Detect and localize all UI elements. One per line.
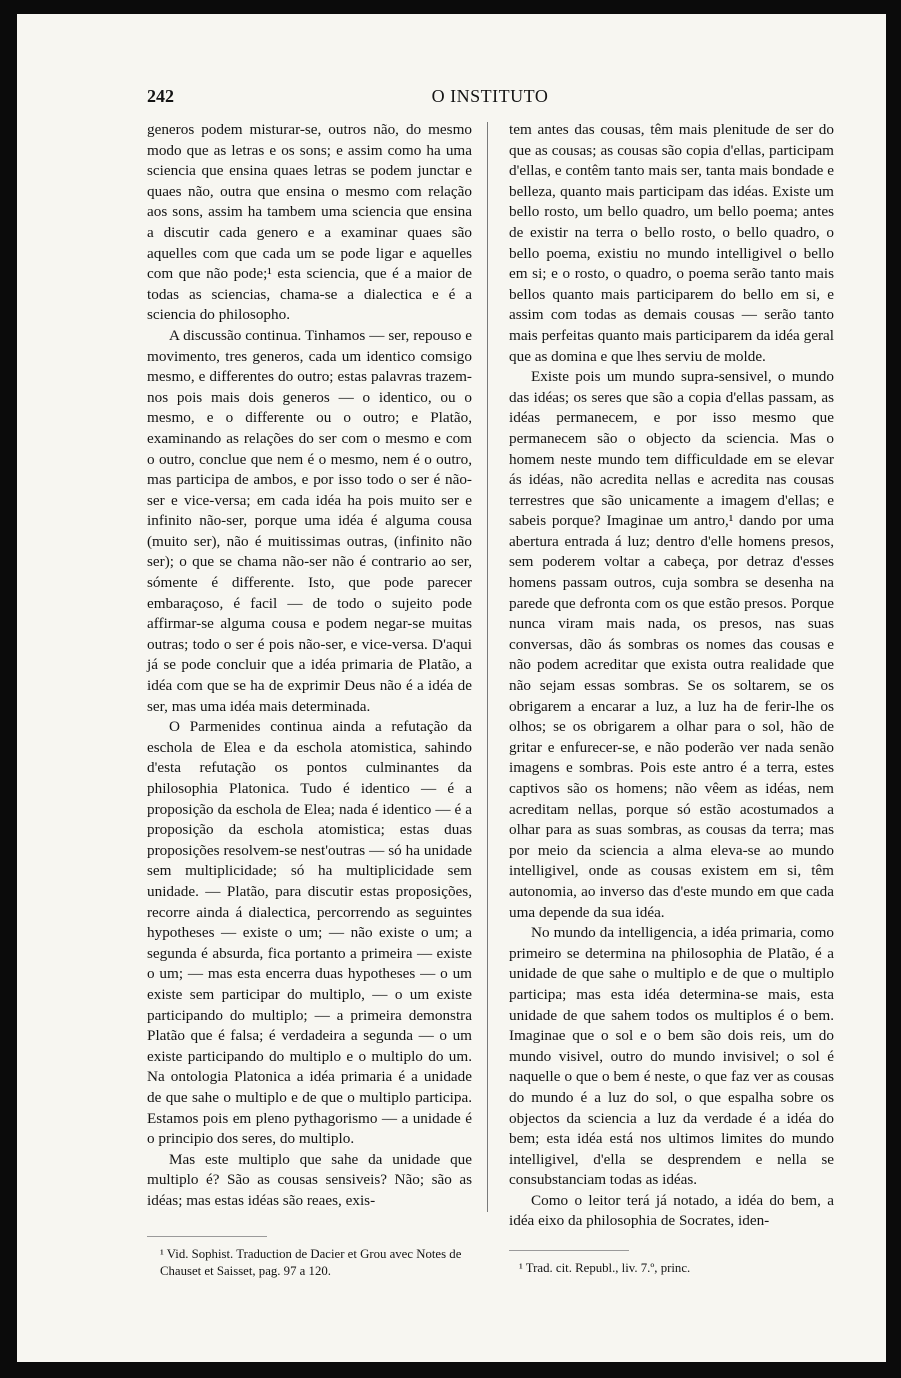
running-title: O INSTITUTO xyxy=(431,86,549,106)
right-paragraph-3: No mundo da intelligencia, a idéa primaria, como primeiro se determina na philosophia de Platão, é a unidade de que sahe o multiplo e de que o multiplo participa; mas esta idéa determina-se mais, esta unidade de que sahem todos os multiplos é o bem. Imaginae que o sol e o bem são dois reis, um do mundo visivel, outro do mundo invisivel; o sol é naquelle o que o bem é neste, o que faz ver as cousas do mundo é a luz do sol, o que espalha sobre os objectos da sciencia a luz da verdade é a idéa do bem; esta idéa está nos ultimos limites do mundo intelligivel, d'ella se desprendem e nella se consubstanciam todas as idéas. xyxy=(509,924,834,1189)
right-paragraph-4: Como o leitor terá já notado, a idéa do bem, a idéa eixo da philosophia de Socrates, iden- xyxy=(509,1191,834,1230)
left-footnote-rule xyxy=(147,1236,267,1237)
left-paragraph-4: Mas este multiplo que sahe da unidade que multiplo é? São as cousas sensiveis? Não; são as idéas; mas estas idéas são reaes, exis- xyxy=(147,1150,472,1209)
right-column xyxy=(509,120,834,1232)
right-paragraph-1: tem antes das cousas, têm mais plenitude de ser do que as cousas; as cousas são copia d'ellas, participam d'ellas, e contêm tanto mais ser, tanta mais bondade e belleza, quanto mais participam das idéas. Existe um bello rosto, um bello quadro, um bello poema; antes de existir na terra o bello rosto, o bello quadro, o bello poema, existiu no mundo intelligivel o bello em si; e o rosto, o quadro, o poema serão tanto mais bellos quanto mais participarem do bello em si, e assim com todas as demais cousas — serão tanto mais perfeitas quanto mais participarem da idéa geral que as domina e que lhes serviu de molde. xyxy=(509,121,834,365)
page-number: 242 xyxy=(147,86,174,106)
left-footnote: ¹ Vid. Sophist. Traduction de Dacier et Grou avec Notes de Chauset et Saisset, pag. 97 a 120. xyxy=(160,1247,462,1278)
left-paragraph-2: A discussão continua. Tinhamos — ser, repouso e movimento, tres generos, cada um identico comsigo mesmo, e differentes do outro; estas palavras trazem-nos pois mais dois generos — o identico, ou o mesmo, e o differente ou o outro; e Platão, examinando as relações do ser com o mesmo e com o outro, conclue que nem é o mesmo, nem é o outro, mas participa de ambos, e por isso todo o ser é não-ser e vice-versa; em cada idéa ha pois muito ser e infinito não-ser, porque uma idéa é alguma cousa (muito ser), não é muitissimas outras, (infinito não ser); o que se chama não-ser não é contrario ao ser, sómente é differente. Isto, que pode parecer embaraçoso, é facil — de todo o sujeito pode affirmar-se alguma cousa e podem negar-se muitas outras; todo o ser é pois não-ser, e vice-versa. D'aqui já se pode concluir que a idéa primaria de Platão, a idéa com que se ha de exprimir Deus não é a idéa de ser, mas uma idéa mais determinada. xyxy=(147,326,472,715)
right-footnote: ¹ Trad. cit. Republ., liv. 7.º, princ. xyxy=(519,1261,691,1275)
page-header xyxy=(147,86,833,112)
column-divider xyxy=(487,122,488,1212)
right-paragraph-2: Existe pois um mundo supra-sensivel, o mundo das idéas; os seres que são a copia d'ellas passam, as idéas permanecem, e por isso mesmo que permanecem são o objecto da sciencia. Mas o homem neste mundo tem difficuldade em se elevar ás idéas, não acredita nellas e acredita nas cousas terrestres que são unicamente a imagem d'ellas; e sabeis porque? Imaginae um antro,¹ dando por uma abertura entrada á luz; dentro d'elle homens presos, sem poderem voltar a cabeça, por detraz d'esses homens passam outros, cuja sombra se desenha na parede que defronta com os que estão presos. Porque nunca viram mais nada, os presos, nas suas conversas, dão ás sombras os nomes das cousas e não podem acreditar que exista outra realidade que não sejam essas sombras. Se os soltarem, se os obrigarem a encarar a luz, a luz ha de ferir-lhe os olhos; se os obrigarem a olhar para o sol, hão de gritar e enfurecer-se, e não poderão ver nada senão imagens e sombras. Pois este antro é a terra, estes captivos são os homens; não vêem as idéas, nem acreditam nellas, porque só estão acostumados a olhar para as suas sombras, as cousas da terra; mas por meio da sciencia a alma eleva-se ao mundo intelligivel, onde as cousas existem em si, têm autonomia, ao inverso das d'este mundo em que cada uma depende da sua idéa. xyxy=(509,368,834,921)
left-column xyxy=(147,120,472,1211)
left-paragraph-1: generos podem misturar-se, outros não, do mesmo modo que as letras e os sons; e assim como ha uma sciencia que ensina quaes letras se podem junctar e quaes não, outra que ensina o mesmo com relação aos sons, assim ha tambem uma sciencia que ensina a discutir cada genero e a examinar quaes são aquelles com que cada um se pode ligar e aquelles com que não pode;¹ esta sciencia, que é a maior de todas as sciencias, chama-se a dialectica e é a sciencia do philosopho. xyxy=(147,121,472,324)
right-footnote-rule xyxy=(509,1250,629,1251)
left-paragraph-3: O Parmenides continua ainda a refutação da escholа de Elea e da eschola atomistica, sahindo d'esta refutação os pontos culminantes da philosophia Platonica. Tudo é identico — é a proposição da eschola de Elea; nada é identico — é a proposição da eschola atomistica; estas duas proposições resolvem-se nest'outras — só ha unidade sem multiplicidade; só ha multiplicidade sem unidade. — Platão, para discutir estas proposições, recorre ainda á dialectica, percorrendo as seguintes hypotheses — existe o um; — não existe o um; a segunda é absurda, fica portanto a primeira — existe o um; — mas esta encerra duas hypotheses — o um existe sem participar do multiplo, — o um existe participando do multiplo; — a primeira demonstra Platão que é falsa; é verdadeira a segunda — o um existe participando do multiplo e o multiplo do um. Na ontologia Platonica a idéa primaria é a unidade de que sahe o multiplo e de que o multiplo participa. Estamos pois em pleno pythagorismo — a unidade é o principio dos seres, do multiplo. xyxy=(147,718,472,1148)
